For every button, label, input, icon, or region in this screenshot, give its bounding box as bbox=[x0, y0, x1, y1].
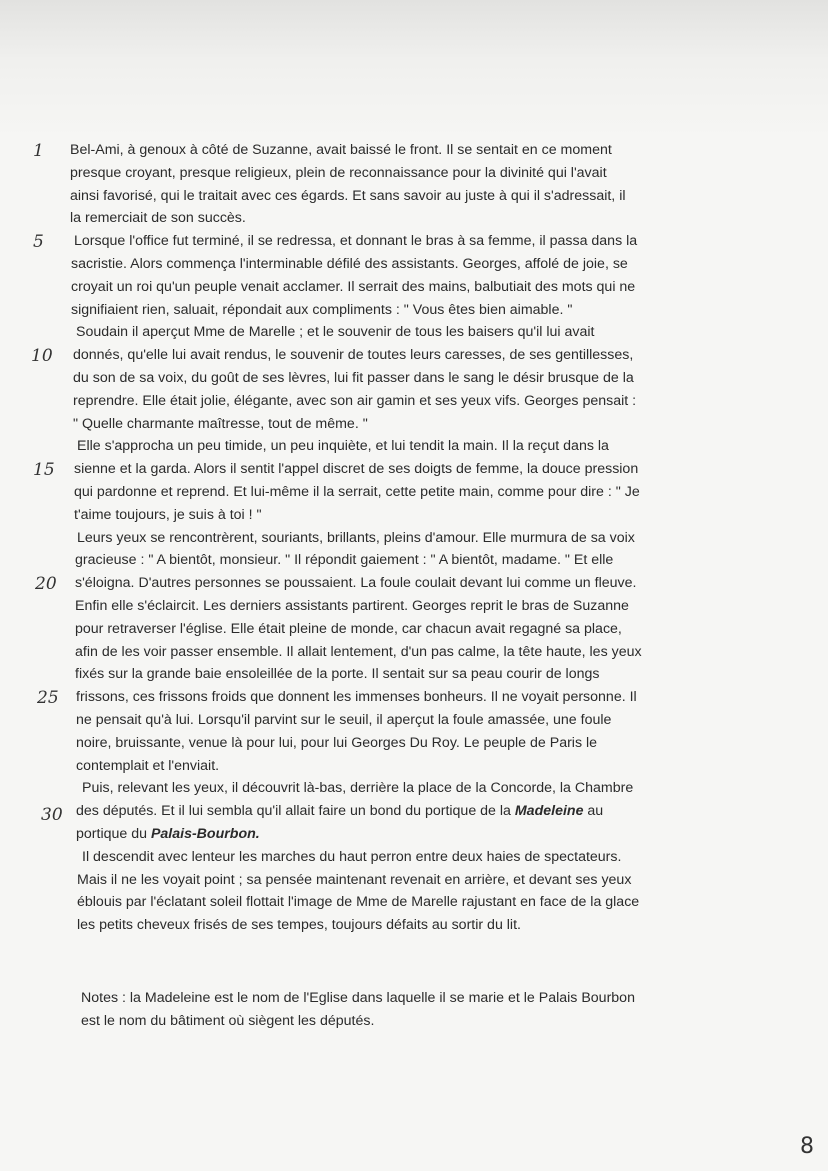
text-line-26: ne pensait qu'à lui. Lorsqu'il parvint sur le seuil, il aperçut la foule amassée, une foule bbox=[76, 711, 612, 728]
text-line-10: donnés, qu'elle lui avait rendus, le souvenir de toutes leurs caresses, de ses gentillesses, bbox=[73, 347, 634, 364]
text-line-14: Elle s'approcha un peu timide, un peu inquiète, et lui tendit la main. Il la reçut dans la bbox=[77, 438, 609, 455]
line-number-15: 15 bbox=[33, 460, 55, 480]
palais-bourbon-emphasis: Palais-Bourbon. bbox=[150, 825, 260, 842]
line-number-10: 10 bbox=[31, 346, 53, 366]
text-line-11: du son de sa voix, du goût de ses lèvres, lui fit passer dans le sang le désir brusque de la bbox=[73, 369, 634, 386]
text-line-33: Mais il ne les voyait point ; sa pensée maintenant revenait en arrière, et devant ses yeux bbox=[77, 871, 632, 888]
notes-line-2: est le nom du bâtiment où siègent les députés. bbox=[81, 1012, 375, 1029]
text-line-28: contemplait et l'enviait. bbox=[76, 757, 220, 774]
text-line-8: signifiaient rien, saluait, répondait aux compliments : " Vous êtes bien aimable. " bbox=[71, 301, 573, 318]
text-line-17: t'aime toujours, je suis à toi ! " bbox=[74, 506, 262, 523]
text-line-7: croyait un roi qu'un peuple venait acclamer. Il serrait des mains, balbutiait des mots qui ne bbox=[71, 278, 636, 295]
line-number-20: 20 bbox=[35, 574, 57, 594]
text-line-32: Il descendit avec lenteur les marches du haut perron entre deux haies de spectateurs. bbox=[82, 848, 622, 865]
text-line-5: Lorsque l'office fut terminé, il se redressa, et donnant le bras à sa femme, il passa dans la bbox=[74, 233, 638, 250]
text-line-2: presque croyant, presque religieux, plein de reconnaissance pour la divinité qui l'avait bbox=[70, 164, 607, 181]
text-line-24: fixés sur la grande baie ensoleillée de la porte. Il sentait sur sa peau courir de longs bbox=[75, 666, 600, 683]
notes-line-1: Notes : la Madeleine est le nom de l'Eglise dans laquelle il se marie et le Palais Bourbon bbox=[81, 990, 635, 1006]
line-number-30: 30 bbox=[41, 805, 63, 825]
text-line-30 bbox=[62, 800, 742, 823]
text-line-18: Leurs yeux se rencontrèrent, souriants, brillants, pleins d'amour. Elle murmura de sa voix bbox=[77, 529, 635, 546]
text-line-22: pour retraverser l'église. Elle était pleine de monde, car chacun avait regagné sa place, bbox=[75, 620, 622, 637]
text-line-4: la remerciait de son succès. bbox=[70, 210, 246, 227]
text-line-6: sacristie. Alors commença l'interminable défilé des assistants. Georges, affolé de joie, se bbox=[71, 255, 628, 272]
text-line-3: ainsi favorisé, qui le traitait avec ces égards. Et sans savoir au juste à qui il s'adressait, il bbox=[70, 187, 626, 204]
text-line-9: Soudain il aperçut Mme de Marelle ; et le souvenir de tous les baisers qu'il lui avait bbox=[76, 324, 595, 341]
text-line-16: qui pardonne et reprend. Et lui-même il la serrait, cette petite main, comme pour dire : " Je bbox=[74, 483, 640, 500]
text-line-27: noire, bruissante, venue là pour lui, pour lui Georges Du Roy. Le peuple de Paris le bbox=[76, 734, 598, 751]
line-number-1: 1 bbox=[33, 141, 44, 161]
line-number-5: 5 bbox=[33, 232, 44, 252]
notes bbox=[81, 987, 761, 1033]
line-number-margin bbox=[0, 0, 63, 1171]
text-line-30-part-3: au bbox=[583, 803, 604, 820]
text-line-29: Puis, relevant les yeux, il découvrit là-bas, derrière la place de la Concorde, la Chambre bbox=[82, 780, 634, 797]
text-line-30-part-1: des députés. Et il lui sembla qu'il allait faire un bond du portique de la bbox=[76, 803, 515, 820]
text-line-25: frissons, ces frissons froids que donnent les immenses bonheurs. Il ne voyait personne. Il bbox=[76, 689, 637, 706]
text-line-1: Bel-Ami, à genoux à côté de Suzanne, avait baissé le front. Il se sentait en ce moment bbox=[70, 142, 612, 158]
text-line-23: afin de les voir passer ensemble. Il allait lentement, d'un pas calme, la tête haute, les yeux bbox=[75, 643, 642, 660]
text-line-20: s'éloigna. D'autres personnes se poussaient. La foule coulait devant lui comme un fleuve. bbox=[75, 575, 637, 592]
text-line-21: Enfin elle s'éclaircit. Les derniers assistants partirent. Georges reprit le bras de Suzanne bbox=[75, 597, 629, 614]
text-line-31-part-1: portique du bbox=[76, 825, 151, 842]
page-number: 8 bbox=[800, 1134, 814, 1159]
extract-text bbox=[62, 139, 742, 937]
line-number-25: 25 bbox=[37, 688, 59, 708]
text-line-34: éblouis par l'éclatant soleil flottait l'image de Mme de Marelle rajustant en face de la glace bbox=[77, 894, 640, 911]
text-line-12: reprendre. Elle était jolie, élégante, avec son air gamin et ses yeux vifs. Georges pensait : bbox=[73, 392, 637, 409]
text-line-19: gracieuse : " A bientôt, monsieur. " Il répondit gaiement : " A bientôt, madame. " Et elle bbox=[75, 552, 614, 569]
text-line-15: sienne et la garda. Alors il sentit l'appel discret de ses doigts de femme, la douce pression bbox=[74, 461, 639, 478]
text-line-13: " Quelle charmante maîtresse, tout de même. " bbox=[73, 415, 368, 432]
madeleine-emphasis: Madeleine bbox=[514, 803, 584, 820]
text-line-35: les petits cheveux frisés de ses tempes, toujours défaits au sortir du lit. bbox=[77, 917, 521, 934]
text-line-31 bbox=[62, 823, 742, 846]
